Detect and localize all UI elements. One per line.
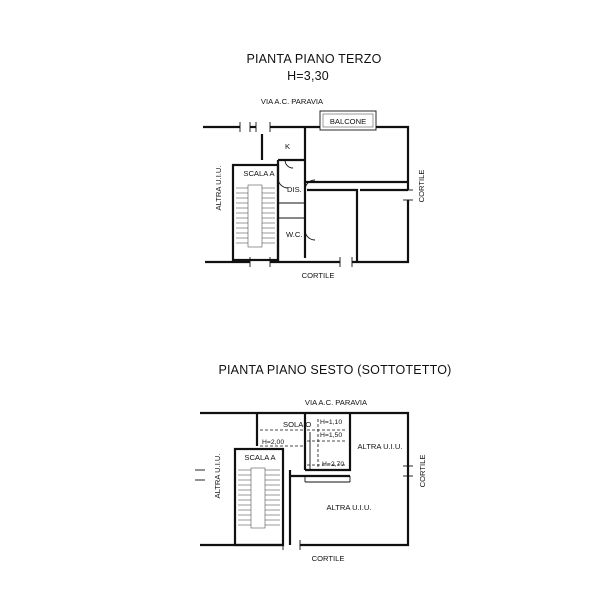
plan-sixth-bottom-label: CORTILE <box>311 554 345 563</box>
plan-sixth-floor <box>195 363 452 563</box>
balcony-label: BALCONE <box>329 117 367 126</box>
sixth-floor-walls <box>200 413 408 545</box>
balcony <box>320 111 376 130</box>
altra-uiu-upper-label: ALTRA U.I.U. <box>357 442 403 451</box>
stair-core-third <box>233 165 278 260</box>
plan-third-left-label: ALTRA U.I.U. <box>214 165 223 211</box>
sixth-floor-openings <box>195 466 413 550</box>
height-label-270: H=2,70 <box>322 461 345 468</box>
height-label-200: H=2,00 <box>262 439 285 446</box>
plan-sixth-title: PIANTA PIANO SESTO (SOTTOTETTO) <box>218 363 452 377</box>
kitchen-label: K <box>285 142 291 151</box>
plan-third-right-label: CORTILE <box>417 169 426 203</box>
wc-label: W.C. <box>286 230 303 239</box>
plan-sixth-left-label: ALTRA U.I.U. <box>213 453 222 499</box>
stair-core-sixth <box>235 449 283 545</box>
stair-label-sixth: SCALA A <box>244 453 276 462</box>
plan-third-title: PIANTA PIANO TERZO <box>246 52 382 66</box>
height-label-150: H=1,50 <box>320 432 343 439</box>
plan-third-bottom-label: CORTILE <box>301 271 335 280</box>
plan-third-height: H=3,30 <box>287 69 329 83</box>
plan-third-street-label: VIA A.C. PARAVIA <box>260 97 324 106</box>
plan-third-floor <box>203 52 426 280</box>
height-label-110: H=1,10 <box>320 419 343 426</box>
altra-uiu-lower-label: ALTRA U.I.U. <box>326 503 372 512</box>
third-floor-openings <box>240 122 413 267</box>
plan-sixth-street-label: VIA A.C. PARAVIA <box>304 398 368 407</box>
stair-label-third: SCALA A <box>243 169 275 178</box>
plan-sixth-right-label: CORTILE <box>418 454 427 488</box>
solaio-label: SOLAIO <box>283 420 312 429</box>
dis-label: DIS. <box>287 185 302 194</box>
